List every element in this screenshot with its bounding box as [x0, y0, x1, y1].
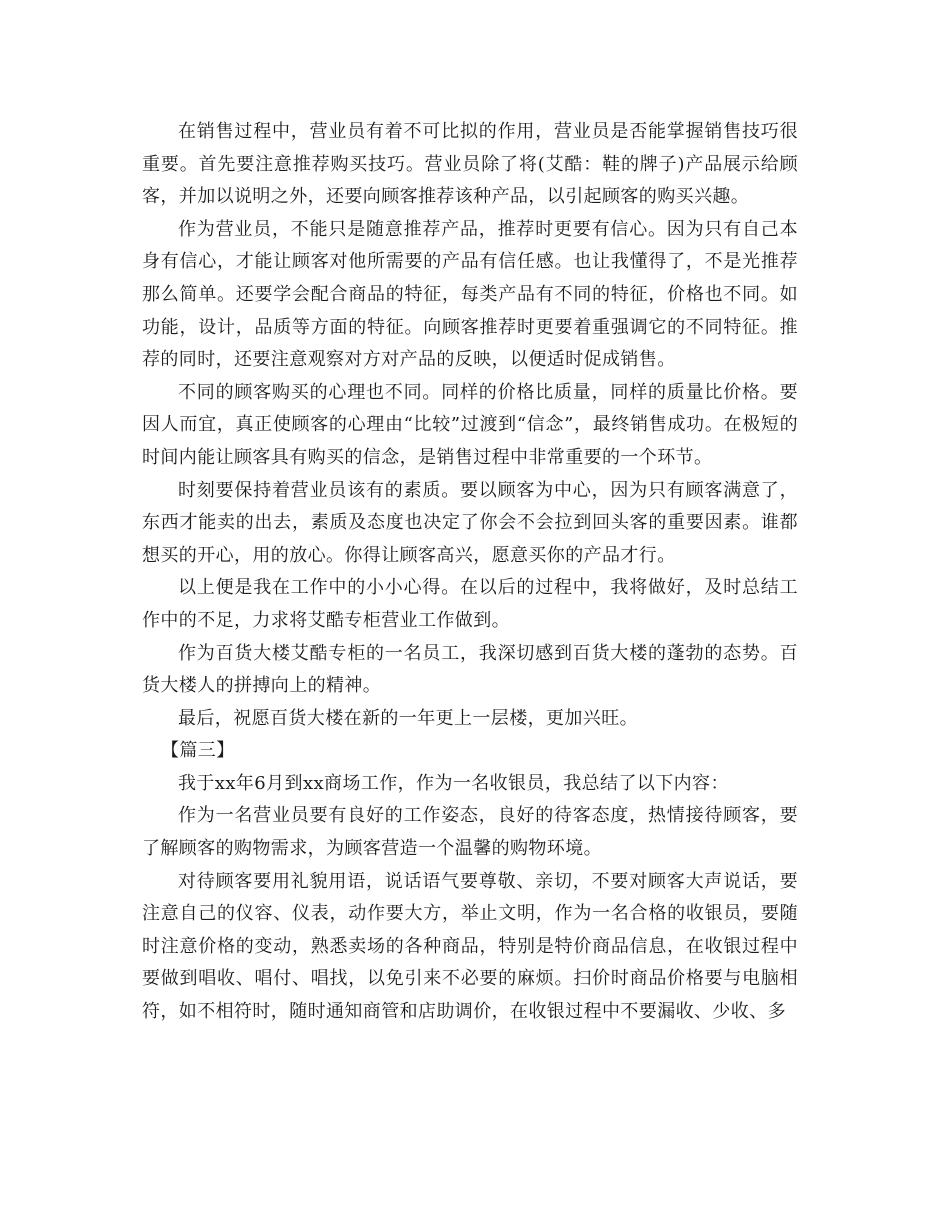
paragraph-sales-skills: 在销售过程中，营业员有着不可比拟的作用，营业员是否能掌握销售技巧很重要。首先要注意推荐购买技巧。营业员除了将(艾酷：鞋的牌子)产品展示给顾客，并加以说明之外，还要向顾客推荐该种产品，以引起顾客的购买兴趣。 — [142, 121, 798, 208]
paragraph-cashier-intro: 我于xx年6月到xx商场工作，作为一名收银员，我总结了以下内容： — [178, 772, 729, 794]
paragraph-customer-psychology: 不同的顾客购买的心理也不同。同样的价格比质量，同样的质量比价格。要因人而宜，真正使顾客的心理由“比较”过渡到“信念”，最终销售成功。在极短的时间内能让顾客具有购买的信念，是销售过程中非常重要的一个环节。 — [142, 381, 798, 468]
paragraph-store-spirit: 作为百货大楼艾酷专柜的一名员工，我深切感到百货大楼的蓬勃的态势。百货大楼人的拼搏向上的精神。 — [142, 642, 798, 697]
document-body — [142, 116, 798, 1029]
paragraph-work-summary: 以上便是我在工作中的小小心得。在以后的过程中，我将做好，及时总结工作中的不足，力求将艾酷专柜营业工作做到。 — [142, 577, 798, 631]
paragraph-work-attitude: 作为一名营业员要有良好的工作姿态，良好的待客态度，热情接待顾客，要了解顾客的购物需求，为顾客营造一个温馨的购物环境。 — [142, 805, 798, 860]
paragraph-polite-service: 对待顾客要用礼貌用语，说话语气要尊敬、亲切，不要对顾客大声说话，要注意自己的仪容、仪表，动作要大方，举止文明，作为一名合格的收银员，要随时注意价格的变动，熟悉卖场的各种商品，特别是特价商品信息，在收银过程中要做到唱收、唱付、唱找，以免引来不必要的麻烦。扫价时商品价格要与电脑相符，如不相符时，随时通知商管和店助调价，在收银过程中不要漏收、少收、多 — [142, 870, 798, 1023]
section-heading: 【篇三】 — [161, 740, 235, 762]
paragraph-recommend-confidence: 作为营业员，不能只是随意推荐产品，推荐时更要有信心。因为只有自己本身有信心，才能让顾客对他所需要的产品有信任感。也让我懂得了，不是光推荐那么简单。还要学会配合商品的特征，每类产品有不同的特征，价格也不同。如功能，设计，品质等方面的特征。向顾客推荐时更要着重强调它的不同特征。推荐的同时，还要注意观察对方对产品的反映，以便适时促成销售。 — [142, 218, 798, 371]
paragraph-staff-quality: 时刻要保持着营业员该有的素质。要以顾客为中心，因为只有顾客满意了，东西才能卖的出去，素质及态度也决定了你会不会拉到回头客的重要因素。谁都想买的开心，用的放心。你得让顾客高兴，愿意买你的产品才行。 — [142, 479, 798, 566]
paragraph-closing-wish: 最后，祝愿百货大楼在新的一年更上一层楼，更加兴旺。 — [178, 707, 638, 729]
